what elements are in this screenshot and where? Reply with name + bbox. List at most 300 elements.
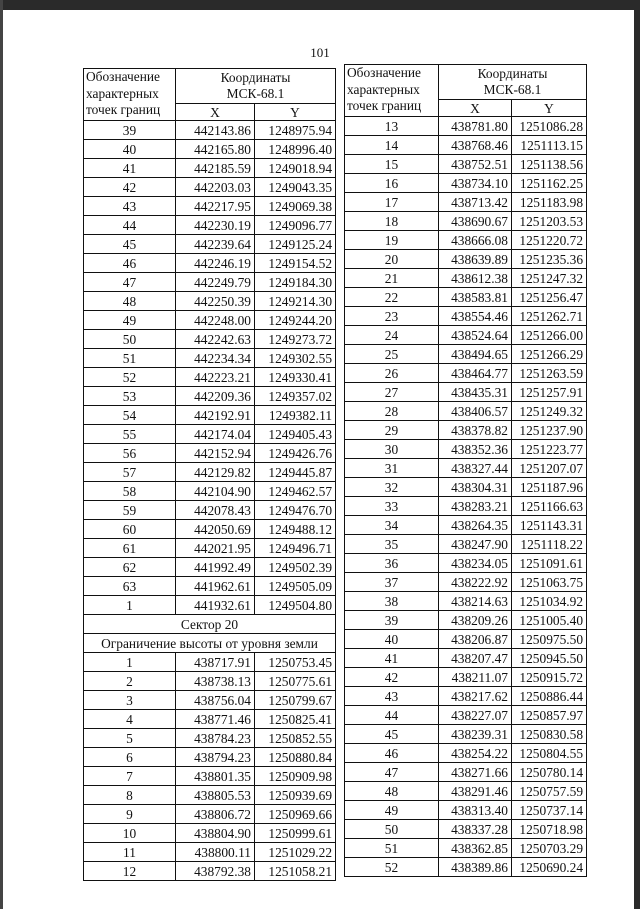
y-coordinate-cell: 1250880.84 bbox=[255, 748, 336, 767]
table-row bbox=[84, 691, 336, 710]
point-number-cell: 59 bbox=[84, 501, 176, 520]
point-number-cell: 58 bbox=[84, 482, 176, 501]
x-coordinate-cell: 438464.77 bbox=[439, 364, 512, 383]
y-coordinate-cell: 1248975.94 bbox=[255, 121, 336, 140]
table-row bbox=[84, 197, 336, 216]
x-coordinate-cell: 438406.57 bbox=[439, 402, 512, 421]
point-number-cell: 45 bbox=[345, 725, 439, 744]
point-number-cell: 50 bbox=[345, 820, 439, 839]
point-number-cell: 61 bbox=[84, 539, 176, 558]
y-coordinate-cell: 1251063.75 bbox=[512, 573, 587, 592]
x-coordinate-cell: 438800.11 bbox=[176, 843, 255, 862]
y-coordinate-cell: 1250830.58 bbox=[512, 725, 587, 744]
header-label-line3: точек границ bbox=[86, 102, 161, 117]
y-coordinate-cell: 1249382.11 bbox=[255, 406, 336, 425]
point-number-cell: 57 bbox=[84, 463, 176, 482]
y-coordinate-cell: 1251249.32 bbox=[512, 402, 587, 421]
y-coordinate-cell: 1249330.41 bbox=[255, 368, 336, 387]
x-coordinate-cell: 442129.82 bbox=[176, 463, 255, 482]
y-coordinate-cell: 1249018.94 bbox=[255, 159, 336, 178]
table-row bbox=[345, 630, 587, 649]
y-coordinate-cell: 1250975.50 bbox=[512, 630, 587, 649]
point-number-cell: 5 bbox=[84, 729, 176, 748]
point-number-cell: 56 bbox=[84, 444, 176, 463]
x-coordinate-cell: 442239.64 bbox=[176, 235, 255, 254]
y-coordinate-cell: 1249496.71 bbox=[255, 539, 336, 558]
table-row bbox=[345, 744, 587, 763]
y-coordinate-cell: 1251257.91 bbox=[512, 383, 587, 402]
y-coordinate-cell: 1250737.14 bbox=[512, 801, 587, 820]
point-number-cell: 39 bbox=[345, 611, 439, 630]
x-coordinate-cell: 438781.80 bbox=[439, 117, 512, 136]
table-row bbox=[345, 554, 587, 573]
x-coordinate-cell: 442203.03 bbox=[176, 178, 255, 197]
x-coordinate-cell: 442021.95 bbox=[176, 539, 255, 558]
x-coordinate-cell: 438690.67 bbox=[439, 212, 512, 231]
table-row bbox=[84, 235, 336, 254]
y-coordinate-cell: 1249488.12 bbox=[255, 520, 336, 539]
table-row bbox=[345, 383, 587, 402]
table-row bbox=[345, 269, 587, 288]
table-row bbox=[345, 440, 587, 459]
table-row bbox=[345, 231, 587, 250]
coordinates-header bbox=[176, 69, 336, 104]
table-row bbox=[84, 748, 336, 767]
table-row bbox=[84, 539, 336, 558]
y-coordinate-cell: 1249462.57 bbox=[255, 482, 336, 501]
y-coordinate-cell: 1250939.69 bbox=[255, 786, 336, 805]
coord-header-line2: МСК-68.1 bbox=[483, 82, 542, 97]
table-row bbox=[84, 482, 336, 501]
y-coordinate-cell: 1250804.55 bbox=[512, 744, 587, 763]
point-number-cell: 6 bbox=[84, 748, 176, 767]
table-row bbox=[345, 839, 587, 858]
x-header: X bbox=[176, 104, 255, 121]
point-number-cell: 14 bbox=[345, 136, 439, 155]
point-number-cell: 23 bbox=[345, 307, 439, 326]
x-coordinate-cell: 442242.63 bbox=[176, 330, 255, 349]
y-coordinate-cell: 1250886.44 bbox=[512, 687, 587, 706]
point-number-cell: 39 bbox=[84, 121, 176, 140]
y-coordinate-cell: 1250915.72 bbox=[512, 668, 587, 687]
page-number: 101 bbox=[310, 45, 330, 60]
y-coordinate-cell: 1249505.09 bbox=[255, 577, 336, 596]
x-coordinate-cell: 438806.72 bbox=[176, 805, 255, 824]
x-coordinate-cell: 442217.95 bbox=[176, 197, 255, 216]
x-coordinate-cell: 438254.22 bbox=[439, 744, 512, 763]
y-coordinate-cell: 1249069.38 bbox=[255, 197, 336, 216]
x-coordinate-cell: 442185.59 bbox=[176, 159, 255, 178]
point-number-cell: 42 bbox=[84, 178, 176, 197]
table-row bbox=[345, 402, 587, 421]
y-coordinate-cell: 1251034.92 bbox=[512, 592, 587, 611]
y-coordinate-cell: 1250753.45 bbox=[255, 653, 336, 672]
y-coordinate-cell: 1251263.59 bbox=[512, 364, 587, 383]
y-coordinate-cell: 1249405.43 bbox=[255, 425, 336, 444]
table-row bbox=[84, 463, 336, 482]
point-number-cell: 35 bbox=[345, 535, 439, 554]
x-coordinate-cell: 438794.23 bbox=[176, 748, 255, 767]
point-number-cell: 27 bbox=[345, 383, 439, 402]
header-label-line3: точек границ bbox=[347, 98, 422, 113]
sector-block bbox=[84, 615, 336, 653]
table-row bbox=[84, 349, 336, 368]
header-label-line2: характерных bbox=[86, 85, 159, 101]
y-coordinate-cell: 1251091.61 bbox=[512, 554, 587, 573]
table-row bbox=[345, 706, 587, 725]
table-row bbox=[345, 288, 587, 307]
point-number-cell: 41 bbox=[345, 649, 439, 668]
point-number-cell: 43 bbox=[345, 687, 439, 706]
table-row bbox=[345, 155, 587, 174]
point-number-cell: 48 bbox=[345, 782, 439, 801]
x-coordinate-cell: 438435.31 bbox=[439, 383, 512, 402]
coordinates-table-right bbox=[344, 64, 587, 877]
y-coordinate-cell: 1251143.31 bbox=[512, 516, 587, 535]
table-row bbox=[345, 193, 587, 212]
point-number-cell: 16 bbox=[345, 174, 439, 193]
x-coordinate-cell: 442143.86 bbox=[176, 121, 255, 140]
point-number-cell: 49 bbox=[84, 311, 176, 330]
y-coordinate-cell: 1250857.97 bbox=[512, 706, 587, 725]
y-coordinate-cell: 1250757.59 bbox=[512, 782, 587, 801]
y-coordinate-cell: 1250703.29 bbox=[512, 839, 587, 858]
y-coordinate-cell: 1249043.35 bbox=[255, 178, 336, 197]
table-row bbox=[84, 862, 336, 881]
table-row bbox=[84, 425, 336, 444]
x-coordinate-cell: 438222.92 bbox=[439, 573, 512, 592]
x-coordinate-cell: 438738.13 bbox=[176, 672, 255, 691]
x-coordinate-cell: 442192.91 bbox=[176, 406, 255, 425]
table-row bbox=[345, 611, 587, 630]
table-row bbox=[345, 725, 587, 744]
point-number-cell: 44 bbox=[84, 216, 176, 235]
table-row bbox=[84, 330, 336, 349]
table-row bbox=[345, 516, 587, 535]
table-row bbox=[345, 421, 587, 440]
y-coordinate-cell: 1251237.90 bbox=[512, 421, 587, 440]
x-coordinate-cell: 442250.39 bbox=[176, 292, 255, 311]
y-coordinate-cell: 1251207.07 bbox=[512, 459, 587, 478]
y-coordinate-cell: 1251118.22 bbox=[512, 535, 587, 554]
sector-title: Сектор 20 bbox=[84, 615, 336, 634]
x-coordinate-cell: 438352.36 bbox=[439, 440, 512, 459]
y-coordinate-cell: 1250969.66 bbox=[255, 805, 336, 824]
y-coordinate-cell: 1250999.61 bbox=[255, 824, 336, 843]
y-coordinate-cell: 1249184.30 bbox=[255, 273, 336, 292]
x-coordinate-cell: 438639.89 bbox=[439, 250, 512, 269]
point-number-cell: 3 bbox=[84, 691, 176, 710]
table-row bbox=[345, 668, 587, 687]
x-coordinate-cell: 442174.04 bbox=[176, 425, 255, 444]
x-coordinate-cell: 438734.10 bbox=[439, 174, 512, 193]
point-number-cell: 37 bbox=[345, 573, 439, 592]
table-row bbox=[84, 292, 336, 311]
y-coordinate-cell: 1251235.36 bbox=[512, 250, 587, 269]
y-coordinate-cell: 1251262.71 bbox=[512, 307, 587, 326]
table-row bbox=[84, 596, 336, 615]
point-number-cell: 2 bbox=[84, 672, 176, 691]
table-body bbox=[345, 117, 587, 877]
point-number-cell: 42 bbox=[345, 668, 439, 687]
table-row bbox=[84, 406, 336, 425]
y-coordinate-cell: 1251086.28 bbox=[512, 117, 587, 136]
point-number-cell: 24 bbox=[345, 326, 439, 345]
point-number-cell: 60 bbox=[84, 520, 176, 539]
x-coordinate-cell: 438211.07 bbox=[439, 668, 512, 687]
table-row bbox=[84, 558, 336, 577]
coord-header-line1: Координаты bbox=[477, 66, 548, 81]
point-number-cell: 7 bbox=[84, 767, 176, 786]
y-coordinate-cell: 1251162.25 bbox=[512, 174, 587, 193]
y-header: Y bbox=[512, 100, 587, 117]
point-label-header bbox=[345, 65, 439, 117]
table-row bbox=[84, 653, 336, 672]
table-row bbox=[84, 254, 336, 273]
point-number-cell: 10 bbox=[84, 824, 176, 843]
coord-header-line2: МСК-68.1 bbox=[226, 86, 285, 101]
table-row bbox=[84, 710, 336, 729]
table-row bbox=[84, 824, 336, 843]
table-row bbox=[84, 159, 336, 178]
table-row bbox=[345, 117, 587, 136]
table-row bbox=[84, 672, 336, 691]
x-coordinate-cell: 442248.00 bbox=[176, 311, 255, 330]
y-coordinate-cell: 1251113.15 bbox=[512, 136, 587, 155]
y-coordinate-cell: 1249125.24 bbox=[255, 235, 336, 254]
y-coordinate-cell: 1251138.56 bbox=[512, 155, 587, 174]
table-row bbox=[345, 250, 587, 269]
table-row bbox=[345, 782, 587, 801]
x-coordinate-cell: 442246.19 bbox=[176, 254, 255, 273]
x-coordinate-cell: 438554.46 bbox=[439, 307, 512, 326]
x-coordinate-cell: 442104.90 bbox=[176, 482, 255, 501]
x-coordinate-cell: 438337.28 bbox=[439, 820, 512, 839]
y-coordinate-cell: 1251005.40 bbox=[512, 611, 587, 630]
y-coordinate-cell: 1251266.29 bbox=[512, 345, 587, 364]
x-coordinate-cell: 442050.69 bbox=[176, 520, 255, 539]
y-coordinate-cell: 1249445.87 bbox=[255, 463, 336, 482]
x-coordinate-cell: 438234.05 bbox=[439, 554, 512, 573]
y-coordinate-cell: 1249476.70 bbox=[255, 501, 336, 520]
point-number-cell: 1 bbox=[84, 596, 176, 615]
point-number-cell: 55 bbox=[84, 425, 176, 444]
x-coordinate-cell: 442234.34 bbox=[176, 349, 255, 368]
point-number-cell: 46 bbox=[345, 744, 439, 763]
x-coordinate-cell: 438524.64 bbox=[439, 326, 512, 345]
point-number-cell: 47 bbox=[84, 273, 176, 292]
y-coordinate-cell: 1251029.22 bbox=[255, 843, 336, 862]
point-number-cell: 41 bbox=[84, 159, 176, 178]
point-number-cell: 25 bbox=[345, 345, 439, 364]
table-row bbox=[84, 520, 336, 539]
x-coordinate-cell: 438214.63 bbox=[439, 592, 512, 611]
scan-border-right bbox=[634, 0, 640, 909]
x-coordinate-cell: 438378.82 bbox=[439, 421, 512, 440]
point-number-cell: 26 bbox=[345, 364, 439, 383]
point-number-cell: 52 bbox=[345, 858, 439, 877]
table-row bbox=[84, 178, 336, 197]
y-coordinate-cell: 1249273.72 bbox=[255, 330, 336, 349]
table-row bbox=[345, 326, 587, 345]
header-label-line1: Обозначение bbox=[86, 69, 160, 84]
x-coordinate-cell: 442165.80 bbox=[176, 140, 255, 159]
point-number-cell: 21 bbox=[345, 269, 439, 288]
table-row bbox=[345, 592, 587, 611]
point-number-cell: 19 bbox=[345, 231, 439, 250]
point-number-cell: 22 bbox=[345, 288, 439, 307]
x-coordinate-cell: 438717.91 bbox=[176, 653, 255, 672]
point-number-cell: 11 bbox=[84, 843, 176, 862]
x-coordinate-cell: 438264.35 bbox=[439, 516, 512, 535]
x-coordinate-cell: 438389.86 bbox=[439, 858, 512, 877]
point-number-cell: 40 bbox=[345, 630, 439, 649]
x-coordinate-cell: 442152.94 bbox=[176, 444, 255, 463]
x-coordinate-cell: 438713.42 bbox=[439, 193, 512, 212]
table-row bbox=[345, 459, 587, 478]
table-row bbox=[345, 478, 587, 497]
header-label-line1: Обозначение bbox=[347, 65, 421, 80]
y-coordinate-cell: 1250825.41 bbox=[255, 710, 336, 729]
y-coordinate-cell: 1251203.53 bbox=[512, 212, 587, 231]
point-number-cell: 32 bbox=[345, 478, 439, 497]
point-label-header bbox=[84, 69, 176, 121]
x-coordinate-cell: 438756.04 bbox=[176, 691, 255, 710]
x-coordinate-cell: 438494.65 bbox=[439, 345, 512, 364]
coordinates-header bbox=[439, 65, 587, 100]
point-number-cell: 20 bbox=[345, 250, 439, 269]
y-coordinate-cell: 1251166.63 bbox=[512, 497, 587, 516]
table-row bbox=[84, 368, 336, 387]
table-body-upper bbox=[84, 121, 336, 615]
table-row bbox=[84, 444, 336, 463]
x-coordinate-cell: 438752.51 bbox=[439, 155, 512, 174]
y-coordinate-cell: 1251247.32 bbox=[512, 269, 587, 288]
point-number-cell: 8 bbox=[84, 786, 176, 805]
x-coordinate-cell: 438206.87 bbox=[439, 630, 512, 649]
point-number-cell: 47 bbox=[345, 763, 439, 782]
point-number-cell: 38 bbox=[345, 592, 439, 611]
point-number-cell: 30 bbox=[345, 440, 439, 459]
x-coordinate-cell: 438804.90 bbox=[176, 824, 255, 843]
x-coordinate-cell: 438792.38 bbox=[176, 862, 255, 881]
x-coordinate-cell: 438612.38 bbox=[439, 269, 512, 288]
x-coordinate-cell: 442078.43 bbox=[176, 501, 255, 520]
x-header: X bbox=[439, 100, 512, 117]
y-coordinate-cell: 1250852.55 bbox=[255, 729, 336, 748]
x-coordinate-cell: 438209.26 bbox=[439, 611, 512, 630]
y-coordinate-cell: 1250718.98 bbox=[512, 820, 587, 839]
point-number-cell: 13 bbox=[345, 117, 439, 136]
table-row bbox=[345, 345, 587, 364]
x-coordinate-cell: 438784.23 bbox=[176, 729, 255, 748]
y-coordinate-cell: 1250945.50 bbox=[512, 649, 587, 668]
y-coordinate-cell: 1251256.47 bbox=[512, 288, 587, 307]
x-coordinate-cell: 438239.31 bbox=[439, 725, 512, 744]
y-coordinate-cell: 1249426.76 bbox=[255, 444, 336, 463]
point-number-cell: 52 bbox=[84, 368, 176, 387]
y-coordinate-cell: 1249504.80 bbox=[255, 596, 336, 615]
coord-header-line1: Координаты bbox=[220, 70, 291, 85]
x-coordinate-cell: 438217.62 bbox=[439, 687, 512, 706]
point-number-cell: 53 bbox=[84, 387, 176, 406]
table-row bbox=[345, 858, 587, 877]
header-label-line2: характерных bbox=[347, 81, 420, 97]
y-coordinate-cell: 1251058.21 bbox=[255, 862, 336, 881]
x-coordinate-cell: 438666.08 bbox=[439, 231, 512, 250]
x-coordinate-cell: 438304.31 bbox=[439, 478, 512, 497]
point-number-cell: 4 bbox=[84, 710, 176, 729]
y-coordinate-cell: 1250780.14 bbox=[512, 763, 587, 782]
point-number-cell: 48 bbox=[84, 292, 176, 311]
sector-subtitle: Ограничение высоты от уровня земли bbox=[84, 634, 336, 653]
y-coordinate-cell: 1249096.77 bbox=[255, 216, 336, 235]
point-number-cell: 45 bbox=[84, 235, 176, 254]
y-coordinate-cell: 1249357.02 bbox=[255, 387, 336, 406]
table-row bbox=[345, 364, 587, 383]
x-coordinate-cell: 438583.81 bbox=[439, 288, 512, 307]
x-coordinate-cell: 438768.46 bbox=[439, 136, 512, 155]
table-row bbox=[345, 174, 587, 193]
table-row bbox=[345, 497, 587, 516]
y-coordinate-cell: 1251183.98 bbox=[512, 193, 587, 212]
table-row bbox=[345, 820, 587, 839]
point-number-cell: 49 bbox=[345, 801, 439, 820]
table-row bbox=[84, 311, 336, 330]
x-coordinate-cell: 438207.47 bbox=[439, 649, 512, 668]
point-number-cell: 28 bbox=[345, 402, 439, 421]
table-row bbox=[345, 307, 587, 326]
y-coordinate-cell: 1249502.39 bbox=[255, 558, 336, 577]
point-number-cell: 9 bbox=[84, 805, 176, 824]
point-number-cell: 1 bbox=[84, 653, 176, 672]
table-row bbox=[345, 212, 587, 231]
table-row bbox=[84, 577, 336, 596]
table-row bbox=[84, 843, 336, 862]
scan-border-top bbox=[0, 0, 640, 10]
y-coordinate-cell: 1249214.30 bbox=[255, 292, 336, 311]
x-coordinate-cell: 438283.21 bbox=[439, 497, 512, 516]
y-coordinate-cell: 1249302.55 bbox=[255, 349, 336, 368]
table-row bbox=[84, 767, 336, 786]
point-number-cell: 40 bbox=[84, 140, 176, 159]
point-number-cell: 43 bbox=[84, 197, 176, 216]
x-coordinate-cell: 441932.61 bbox=[176, 596, 255, 615]
y-coordinate-cell: 1249244.20 bbox=[255, 311, 336, 330]
y-header: Y bbox=[255, 104, 336, 121]
table-row bbox=[345, 573, 587, 592]
point-number-cell: 51 bbox=[345, 839, 439, 858]
point-number-cell: 44 bbox=[345, 706, 439, 725]
point-number-cell: 17 bbox=[345, 193, 439, 212]
x-coordinate-cell: 438271.66 bbox=[439, 763, 512, 782]
x-coordinate-cell: 438805.53 bbox=[176, 786, 255, 805]
scan-border-left bbox=[0, 0, 3, 909]
point-number-cell: 54 bbox=[84, 406, 176, 425]
y-coordinate-cell: 1251220.72 bbox=[512, 231, 587, 250]
y-coordinate-cell: 1251223.77 bbox=[512, 440, 587, 459]
point-number-cell: 62 bbox=[84, 558, 176, 577]
table-row bbox=[84, 121, 336, 140]
table-row bbox=[84, 216, 336, 235]
x-coordinate-cell: 442223.21 bbox=[176, 368, 255, 387]
y-coordinate-cell: 1248996.40 bbox=[255, 140, 336, 159]
x-coordinate-cell: 438771.46 bbox=[176, 710, 255, 729]
table-row bbox=[84, 786, 336, 805]
x-coordinate-cell: 441962.61 bbox=[176, 577, 255, 596]
point-number-cell: 15 bbox=[345, 155, 439, 174]
table-row bbox=[345, 801, 587, 820]
